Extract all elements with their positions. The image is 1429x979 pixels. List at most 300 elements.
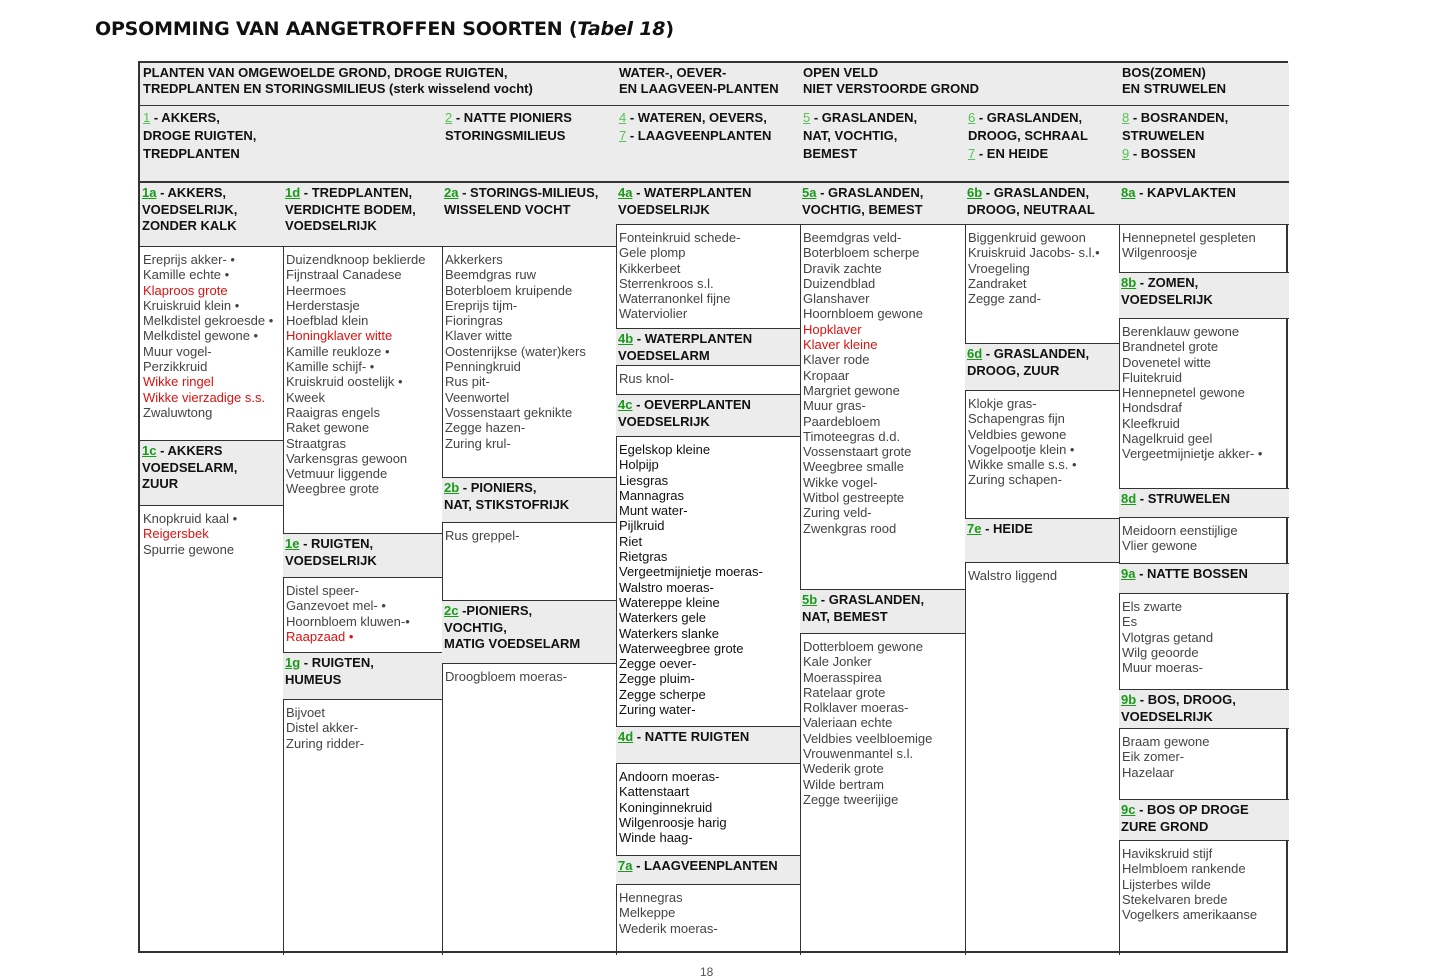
section-line: VOEDSELARM,	[142, 459, 238, 475]
species-item: Hoornbloem gewone	[803, 306, 923, 322]
species-item: Mannagras	[619, 487, 685, 503]
species-item: Kropaar	[803, 367, 850, 383]
species-item: Watereppe kleine	[619, 594, 720, 610]
species-item: Perzikkruid	[143, 359, 208, 375]
group-code: 6	[968, 110, 976, 125]
species-item: Straatgras	[286, 435, 346, 451]
section-code: 1a	[142, 185, 157, 200]
species-item: Walstro moeras-	[619, 579, 714, 595]
section-header-s7e	[965, 518, 1119, 563]
species-item: Boterbloem kruipende	[445, 282, 573, 298]
species-list-s5a	[801, 230, 964, 536]
section-line: HUMEUS	[285, 671, 342, 687]
species-item: Zuring ridder-	[286, 735, 365, 751]
section-line: VOEDSELRIJK,	[142, 201, 238, 217]
species-list-s1e	[284, 583, 441, 644]
section-header-s4c	[616, 394, 800, 437]
section-line: VOEDSELRIJK	[1121, 291, 1213, 307]
species-item: Vergeetmijnietje moeras-	[619, 564, 763, 580]
section-line: DROOG, ZUUR	[967, 362, 1060, 378]
section-line: ZUUR	[142, 476, 179, 491]
species-item: Moerasspirea	[803, 669, 882, 685]
species-item: Boterbloem scherpe	[803, 245, 920, 261]
section-line: DROOG, NEUTRAAL	[967, 201, 1095, 217]
species-item: Weegbree grote	[286, 481, 379, 497]
species-list-s5b	[801, 639, 964, 807]
species-item: Andoorn moeras-	[619, 769, 720, 784]
species-item: Oostenrijkse (water)kers	[445, 343, 586, 359]
group-line: - GRASLANDEN,	[975, 110, 1083, 125]
species-item: Glanshaver	[803, 291, 870, 307]
species-item: Rolklaver moeras-	[803, 700, 909, 716]
page-number: 18	[700, 965, 714, 979]
section-header-s6b	[965, 182, 1119, 225]
section-line: MATIG VOEDSELARM	[444, 636, 581, 651]
species-item: Lijsterbes wilde	[1122, 876, 1211, 892]
species-item: Veldbies gewone	[968, 426, 1067, 442]
section-code: 1d	[285, 185, 301, 200]
species-item: Vlotgras getand	[1122, 629, 1214, 645]
species-item: Vergeetmijnietje akker- •	[1122, 446, 1263, 462]
species-item: Raapzaad •	[286, 628, 354, 644]
species-item: Vlier gewone	[1122, 538, 1198, 554]
group-line: - AKKERS,	[150, 110, 220, 125]
section-line: - STORINGS-MILIEUS,	[458, 185, 599, 200]
species-item: Helmbloem rankende	[1122, 861, 1246, 877]
species-item: Weegbree smalle	[803, 459, 904, 475]
species-item: Heermoes	[286, 282, 346, 298]
species-list-s9c	[1120, 846, 1288, 922]
species-item: Sterrenkroos s.l.	[619, 275, 714, 291]
species-item: Fluitekruid	[1122, 369, 1182, 385]
section-line: - NATTE BOSSEN	[1135, 566, 1248, 581]
group-line: - GRASLANDEN,	[810, 110, 918, 125]
species-item: Spurrie gewone	[143, 541, 235, 557]
section-header-s9a	[1119, 563, 1289, 594]
species-item: Zandraket	[968, 275, 1027, 291]
section-code: 8a	[1121, 185, 1136, 200]
species-item: Muur vogel-	[143, 343, 212, 359]
species-item: Melkdistel gekroesde •	[143, 313, 274, 329]
section-line: -PIONIERS,	[458, 603, 533, 618]
section-header-s2b	[442, 477, 616, 523]
header-line: NIET VERSTOORDE GROND	[803, 81, 980, 96]
species-list-s2a	[443, 252, 615, 451]
species-item: Herderstasje	[286, 297, 360, 313]
section-line: VOCHTIG,	[444, 619, 507, 635]
section-line: VOEDSELARM	[618, 347, 710, 363]
species-item: Wikke vogel-	[803, 474, 878, 490]
species-list-s1d	[284, 252, 441, 497]
species-list-s1g	[284, 705, 441, 751]
species-item: Muur moeras-	[1122, 660, 1203, 676]
species-item: Gele plomp	[619, 245, 686, 261]
species-item: Witbol gestreepte	[803, 490, 905, 506]
species-item: Waterkers gele	[619, 610, 706, 626]
species-item: Kweek	[286, 389, 326, 405]
species-item: Zwenkgras rood	[803, 520, 897, 536]
species-item: Klaproos grote	[143, 282, 228, 298]
section-code: 9c	[1121, 802, 1136, 817]
species-item: Distel akker-	[286, 720, 359, 736]
column-header	[800, 63, 1119, 106]
section-header-s6d	[965, 343, 1119, 391]
species-item: Hennepnetel gewone	[1122, 385, 1245, 401]
group-code: 7	[968, 146, 976, 161]
section-line: VOEDSELRIJK	[1121, 708, 1213, 724]
species-item: Valeriaan echte	[803, 715, 893, 731]
section-header-s2c	[442, 600, 616, 664]
species-item: Vossenstaart grote	[803, 444, 912, 460]
species-item: Beemdgras ruw	[445, 267, 537, 283]
species-item: Zegge tweerijige	[803, 791, 899, 807]
species-item: Kruiskruid klein •	[143, 297, 240, 313]
group-line: DROOG, SCHRAAL	[968, 128, 1088, 143]
section-line: VOEDSELRIJK	[285, 552, 377, 568]
species-item: Zegge scherpe	[619, 686, 706, 702]
section-line: - KAPVLAKTEN	[1135, 185, 1236, 200]
species-item: Brandnetel grote	[1122, 339, 1219, 355]
species-item: Zegge pluim-	[619, 671, 695, 687]
species-item: Havikskruid stijf	[1122, 846, 1213, 861]
species-item: Ereprijs tijm-	[445, 297, 518, 313]
species-item: Kruiskruid oostelijk •	[286, 374, 403, 390]
section-line: - BOS OP DROGE	[1135, 802, 1249, 817]
header-line: TREDPLANTEN EN STORINGSMILIEUS (sterk wisselend vocht)	[143, 81, 533, 96]
species-list-s4a	[617, 230, 799, 322]
species-item: Dravik zachte	[803, 260, 882, 276]
species-item: Veenwortel	[445, 389, 510, 405]
species-item: Reigersbek	[143, 526, 209, 542]
species-list-s9b	[1120, 734, 1288, 780]
species-item: Dovenetel witte	[1122, 354, 1211, 370]
section-line: NAT, BEMEST	[802, 608, 888, 624]
species-item: Raket gewone	[286, 420, 370, 436]
section-line: - LAAGVEENPLANTEN	[632, 858, 778, 873]
section-code: 4a	[618, 185, 633, 200]
species-item: Paardebloem	[803, 413, 881, 429]
species-item: Waterweegbree grote	[619, 640, 744, 656]
species-item: Fonteinkruid schede-	[619, 230, 741, 245]
species-item: Holpijp	[619, 457, 659, 473]
group-header-g5	[800, 106, 965, 182]
group-code: 7	[619, 128, 627, 143]
species-item: Fioringras	[445, 313, 503, 329]
section-line: - NATTE RUIGTEN	[633, 729, 750, 744]
species-item: Klokje gras-	[968, 396, 1037, 411]
section-line: - GRASLANDEN,	[982, 185, 1090, 200]
section-line: VOCHTIG, BEMEST	[802, 201, 923, 217]
section-header-s4d	[616, 726, 800, 764]
group-header-g8	[1119, 106, 1289, 182]
species-item: Honingklaver witte	[286, 328, 393, 344]
species-item: Els zwarte	[1122, 599, 1182, 614]
group-header-g1	[140, 106, 442, 182]
species-item: Waterkers slanke	[619, 625, 719, 641]
species-item: Klaver kleine	[803, 337, 878, 353]
species-item: Kamille reukloze •	[286, 343, 390, 359]
group-header-g6	[965, 106, 1119, 182]
species-item: Zegge zand-	[968, 291, 1041, 307]
species-list-s4d	[617, 769, 799, 845]
species-item: Wederik grote	[803, 761, 884, 777]
species-item: Wikke smalle s.s. •	[968, 457, 1077, 473]
species-list-s4c	[617, 442, 799, 717]
section-code: 9b	[1121, 692, 1137, 707]
section-header-s2a	[442, 182, 616, 247]
section-code: 1c	[142, 443, 157, 458]
species-item: Vossenstaart geknikte	[445, 404, 573, 420]
section-line: - WATERPLANTEN	[632, 185, 752, 200]
species-list-s1a	[141, 252, 282, 420]
section-line: - ZOMEN,	[1136, 275, 1199, 290]
section-header-s5a	[800, 182, 965, 225]
species-item: Zuring water-	[619, 702, 696, 718]
species-item: Ratelaar grote	[803, 684, 886, 700]
section-header-s9c	[1119, 799, 1289, 841]
section-header-s4b	[616, 328, 800, 366]
species-item: Kale Jonker	[803, 654, 872, 670]
section-header-s1g	[283, 652, 442, 700]
species-item: Egelskop kleine	[619, 442, 711, 457]
species-item: Kruiskruid Jacobs- s.l.•	[968, 245, 1100, 261]
species-item: Wilg geoorde	[1122, 644, 1199, 660]
species-item: Melkeppe	[619, 905, 676, 921]
group-code: 5	[803, 110, 811, 125]
section-code: 2c	[444, 603, 459, 618]
species-item: Kattenstaart	[619, 784, 690, 800]
section-line: - AKKERS	[156, 443, 223, 458]
species-item: Zegge oever-	[619, 656, 697, 672]
section-header-s9b	[1119, 689, 1289, 729]
species-item: Wikke vierzadige s.s.	[143, 389, 266, 405]
species-item: Rus greppel-	[445, 528, 520, 543]
group-line: - BOSRANDEN,	[1129, 110, 1229, 125]
species-item: Varkensgras gewoon	[286, 450, 408, 466]
section-header-s7a	[616, 855, 800, 885]
species-item: Fijnstraal Canadese	[286, 267, 402, 283]
section-code: 7a	[618, 858, 633, 873]
section-code: 6d	[967, 346, 983, 361]
column-header	[140, 63, 616, 106]
species-item: Es	[1122, 614, 1138, 630]
section-line: - RUIGTEN,	[300, 655, 374, 670]
section-header-s1c	[140, 440, 283, 506]
section-code: 8d	[1121, 491, 1137, 506]
section-line: - RUIGTEN,	[299, 536, 374, 551]
header-line: EN STRUWELEN	[1122, 81, 1226, 96]
species-item: Vogelkers amerikaanse	[1122, 907, 1258, 923]
section-line: VERDICHTE BODEM,	[285, 201, 416, 217]
species-item: Duizendblad	[803, 275, 876, 291]
section-line: - GRASLANDEN,	[816, 185, 924, 200]
species-item: Rus pit-	[445, 374, 490, 390]
species-item: Braam gewone	[1122, 734, 1210, 749]
group-line: NAT, VOCHTIG,	[803, 128, 898, 143]
species-item: Klaver witte	[445, 328, 513, 344]
species-item: Kamille schijf- •	[286, 359, 375, 375]
species-item: Knopkruid kaal •	[143, 511, 238, 526]
species-item: Wederik moeras-	[619, 920, 718, 936]
species-item: Ganzevoet mel- •	[286, 598, 386, 614]
group-line: - EN HEIDE	[975, 146, 1049, 161]
species-list-s6b	[966, 230, 1118, 306]
section-line: - GRASLANDEN,	[982, 346, 1090, 361]
group-line: STRUWELEN	[1122, 128, 1205, 143]
species-list-s4b	[617, 371, 799, 386]
section-line: - WATERPLANTEN	[633, 331, 753, 346]
species-item: Timoteegras d.d.	[803, 428, 901, 444]
species-item: Hazelaar	[1122, 764, 1175, 780]
section-code: 4c	[618, 397, 633, 412]
species-item: Dotterbloem gewone	[803, 639, 923, 654]
section-line: ZURE GROND	[1121, 818, 1209, 834]
group-header-g4	[616, 106, 800, 182]
section-header-s5b	[800, 589, 965, 634]
species-item: Vroegeling	[968, 260, 1030, 276]
species-item: Wilde bertram	[803, 776, 884, 792]
species-item: Nagelkruid geel	[1122, 431, 1213, 447]
section-header-s1d	[283, 182, 442, 247]
species-item: Margriet gewone	[803, 382, 900, 398]
section-header-s8a	[1119, 182, 1289, 225]
section-code: 5b	[802, 592, 818, 607]
species-item: Riet	[619, 533, 643, 549]
column-header	[616, 63, 800, 106]
species-table	[138, 61, 1288, 953]
group-line: - WATEREN, OEVERS,	[626, 110, 767, 125]
species-list-s8d	[1120, 523, 1288, 554]
section-line: - HEIDE	[981, 521, 1033, 536]
species-item: Bijvoet	[286, 705, 326, 720]
section-line: - GRASLANDEN,	[817, 592, 925, 607]
section-header-s1e	[283, 533, 442, 578]
section-line: - PIONIERS,	[459, 480, 537, 495]
species-item: Zuring veld-	[803, 505, 872, 521]
species-item: Waterranonkel fijne	[619, 291, 731, 307]
section-code: 8b	[1121, 275, 1137, 290]
species-item: Vrouwenmantel s.l.	[803, 746, 914, 762]
species-item: Rus knol-	[619, 371, 674, 386]
species-item: Pijlkruid	[619, 518, 665, 534]
species-item: Kamille echte •	[143, 267, 230, 283]
species-item: Berenklauw gewone	[1122, 324, 1240, 339]
species-item: Walstro liggend	[968, 568, 1058, 583]
species-list-s8b	[1120, 324, 1288, 462]
section-line: VOEDSELRIJK	[618, 413, 710, 429]
species-item: Akkerkers	[445, 252, 503, 267]
species-item: Hennepnetel gespleten	[1122, 230, 1256, 245]
species-item: Hopklaver	[803, 321, 862, 337]
species-item: Munt water-	[619, 503, 688, 519]
species-item: Hennegras	[619, 890, 683, 905]
species-item: Biggenkruid gewoon	[968, 230, 1086, 245]
section-line: ZONDER KALK	[142, 218, 237, 233]
species-list-s6d	[966, 396, 1118, 488]
section-line: VOEDSELRIJK	[618, 201, 710, 217]
group-header-g2	[442, 106, 616, 182]
species-item: Distel speer-	[286, 583, 359, 598]
species-item: Wilgenroosje	[1122, 245, 1198, 261]
section-code: 7e	[967, 521, 982, 536]
species-item: Melkdistel gewone •	[143, 328, 259, 344]
header-line: OPEN VELD	[803, 65, 879, 80]
species-item: Vetmuur liggende	[286, 466, 388, 482]
group-code: 1	[143, 110, 151, 125]
species-item: Zuring krul-	[445, 435, 511, 451]
species-item: Winde haag-	[619, 830, 693, 846]
section-code: 2a	[444, 185, 459, 200]
species-item: Waterviolier	[619, 306, 688, 322]
header-line: EN LAAGVEEN-PLANTEN	[619, 81, 779, 96]
section-code: 1e	[285, 536, 300, 551]
section-line: NAT, STIKSTOFRIJK	[444, 496, 570, 512]
species-list-s8a	[1120, 230, 1288, 261]
species-item: Wikke ringel	[143, 374, 214, 390]
section-line: - OEVERPLANTEN	[632, 397, 751, 412]
species-item: Schapengras fijn	[968, 411, 1065, 427]
species-list-s7a	[617, 890, 799, 936]
section-header-s8b	[1119, 272, 1289, 319]
species-item: Hoornbloem kluwen-•	[286, 613, 410, 629]
species-item: Beemdgras veld-	[803, 230, 902, 245]
species-item: Koninginnekruid	[619, 799, 713, 815]
species-item: Liesgras	[619, 472, 669, 488]
group-line: - NATTE PIONIERS	[452, 110, 572, 125]
section-code: 2b	[444, 480, 460, 495]
species-item: Ereprijs akker- •	[143, 252, 235, 267]
species-list-s7e	[966, 568, 1118, 583]
group-code: 9	[1122, 146, 1130, 161]
section-code: 4b	[618, 331, 634, 346]
section-line: - STRUWELEN	[1136, 491, 1231, 506]
group-line: TREDPLANTEN	[143, 146, 240, 161]
column-header	[1119, 63, 1289, 106]
section-code: 9a	[1121, 566, 1136, 581]
species-item: Veldbies veelbloemige	[803, 730, 933, 746]
species-item: Wilgenroosje harig	[619, 814, 727, 830]
header-line: WATER-, OEVER-	[619, 65, 727, 80]
group-line: BEMEST	[803, 146, 858, 161]
section-header-s8d	[1119, 488, 1289, 518]
section-code: 6b	[967, 185, 983, 200]
species-item: Hondsdraf	[1122, 400, 1182, 416]
species-item: Klaver rode	[803, 352, 870, 368]
species-item: Kleefkruid	[1122, 415, 1180, 431]
species-item: Zegge hazen-	[445, 420, 526, 436]
header-line: PLANTEN VAN OMGEWOELDE GROND, DROGE RUIGTEN,	[143, 65, 508, 80]
group-code: 2	[445, 110, 453, 125]
group-line: STORINGSMILIEUS	[445, 128, 566, 143]
section-code: 4d	[618, 729, 634, 744]
species-item: Rietgras	[619, 549, 668, 565]
section-line: - AKKERS,	[156, 185, 227, 200]
species-item: Meidoorn eenstijlige	[1122, 523, 1238, 538]
section-header-s4a	[616, 182, 800, 225]
species-list-s9a	[1120, 599, 1288, 675]
group-line: - LAAGVEENPLANTEN	[626, 128, 772, 143]
section-code: 5a	[802, 185, 817, 200]
species-list-s2b	[443, 528, 615, 543]
species-item: Droogbloem moeras-	[445, 669, 568, 684]
group-line: DROGE RUIGTEN,	[143, 128, 257, 143]
species-item: Kikkerbeet	[619, 260, 681, 276]
species-item: Vogelpootje klein •	[968, 441, 1075, 457]
species-item: Duizendknoop beklierde	[286, 252, 426, 267]
group-code: 4	[619, 110, 627, 125]
section-line: VOEDSELRIJK	[285, 218, 377, 233]
group-code: 8	[1122, 110, 1130, 125]
